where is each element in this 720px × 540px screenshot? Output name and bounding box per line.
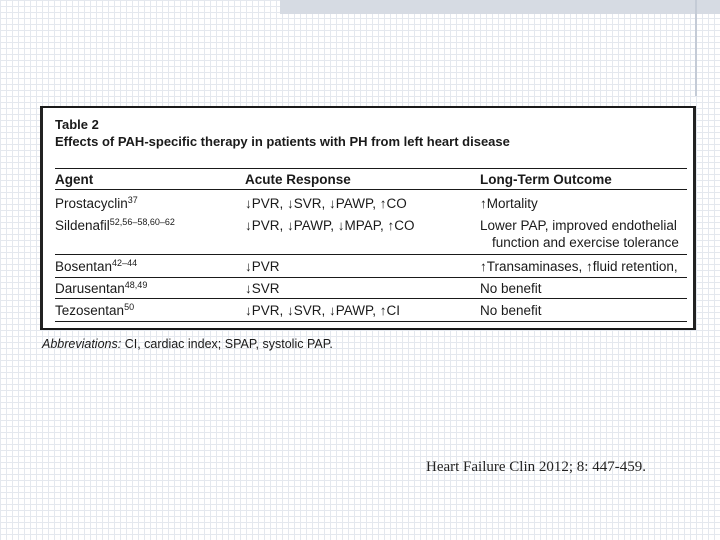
table-row-agent: Bosentan$^{42-44}$: [55, 258, 138, 274]
table-title: Table 2: [55, 117, 99, 132]
table-figure: [40, 106, 696, 330]
table-caption: Effects of PAH-specific therapy in patients with PH from left heart disease: [55, 134, 510, 149]
right-decor-line: [695, 0, 697, 96]
table-row-agent: Sildenafil$^{52,56-58,60-62}$: [55, 217, 175, 233]
table-row-outcome: ↑Mortality: [480, 196, 538, 211]
header-top-rule: [55, 168, 687, 169]
abbreviations-note: [42, 337, 333, 351]
header-agent: Agent: [55, 172, 94, 187]
table-row-outcome: No benefit: [480, 281, 542, 296]
table-left-border: [40, 108, 43, 328]
header-long-term-outcome: Long-Term Outcome: [480, 172, 612, 187]
row-divider: [55, 254, 687, 255]
table-row-outcome: No benefit: [480, 303, 542, 318]
abbreviations-label: Abbreviations:: [42, 337, 122, 351]
table-right-border: [693, 108, 696, 328]
table-row-outcome: ↑Transaminases, ↑fluid retention,: [480, 259, 678, 274]
table-row-acute: ↓PVR, ↓PAWP, ↓MPAP, ↑CO: [245, 218, 415, 233]
table-row-acute: ↓PVR, ↓SVR, ↓PAWP, ↑CI: [245, 303, 401, 318]
table-row-acute: ↓SVR: [245, 281, 280, 296]
citation: Heart Failure Clin 2012; 8: 447-459.: [426, 459, 646, 475]
abbreviations-text: CI, cardiac index; SPAP, systolic PAP.: [121, 337, 333, 351]
row-divider: [55, 298, 687, 299]
table-bottom-rule: [55, 321, 687, 322]
table-row-agent: Darusentan$^{48,49}$: [55, 280, 148, 296]
table-row-acute: ↓PVR: [245, 259, 280, 274]
table-row-agent: Tezosentan$^{50}$: [55, 302, 135, 318]
table-row-outcome-continued: function and exercise tolerance: [492, 235, 679, 250]
header-bottom-rule: [55, 189, 687, 190]
top-decor-band: [280, 0, 720, 14]
table-row-agent: Prostacyclin$^{37}$: [55, 195, 138, 211]
table-row-outcome: Lower PAP, improved endothelial: [480, 218, 677, 233]
row-divider: [55, 277, 687, 278]
table-row-acute: ↓PVR, ↓SVR, ↓PAWP, ↑CO: [245, 196, 407, 211]
header-acute-response: Acute Response: [245, 172, 351, 187]
